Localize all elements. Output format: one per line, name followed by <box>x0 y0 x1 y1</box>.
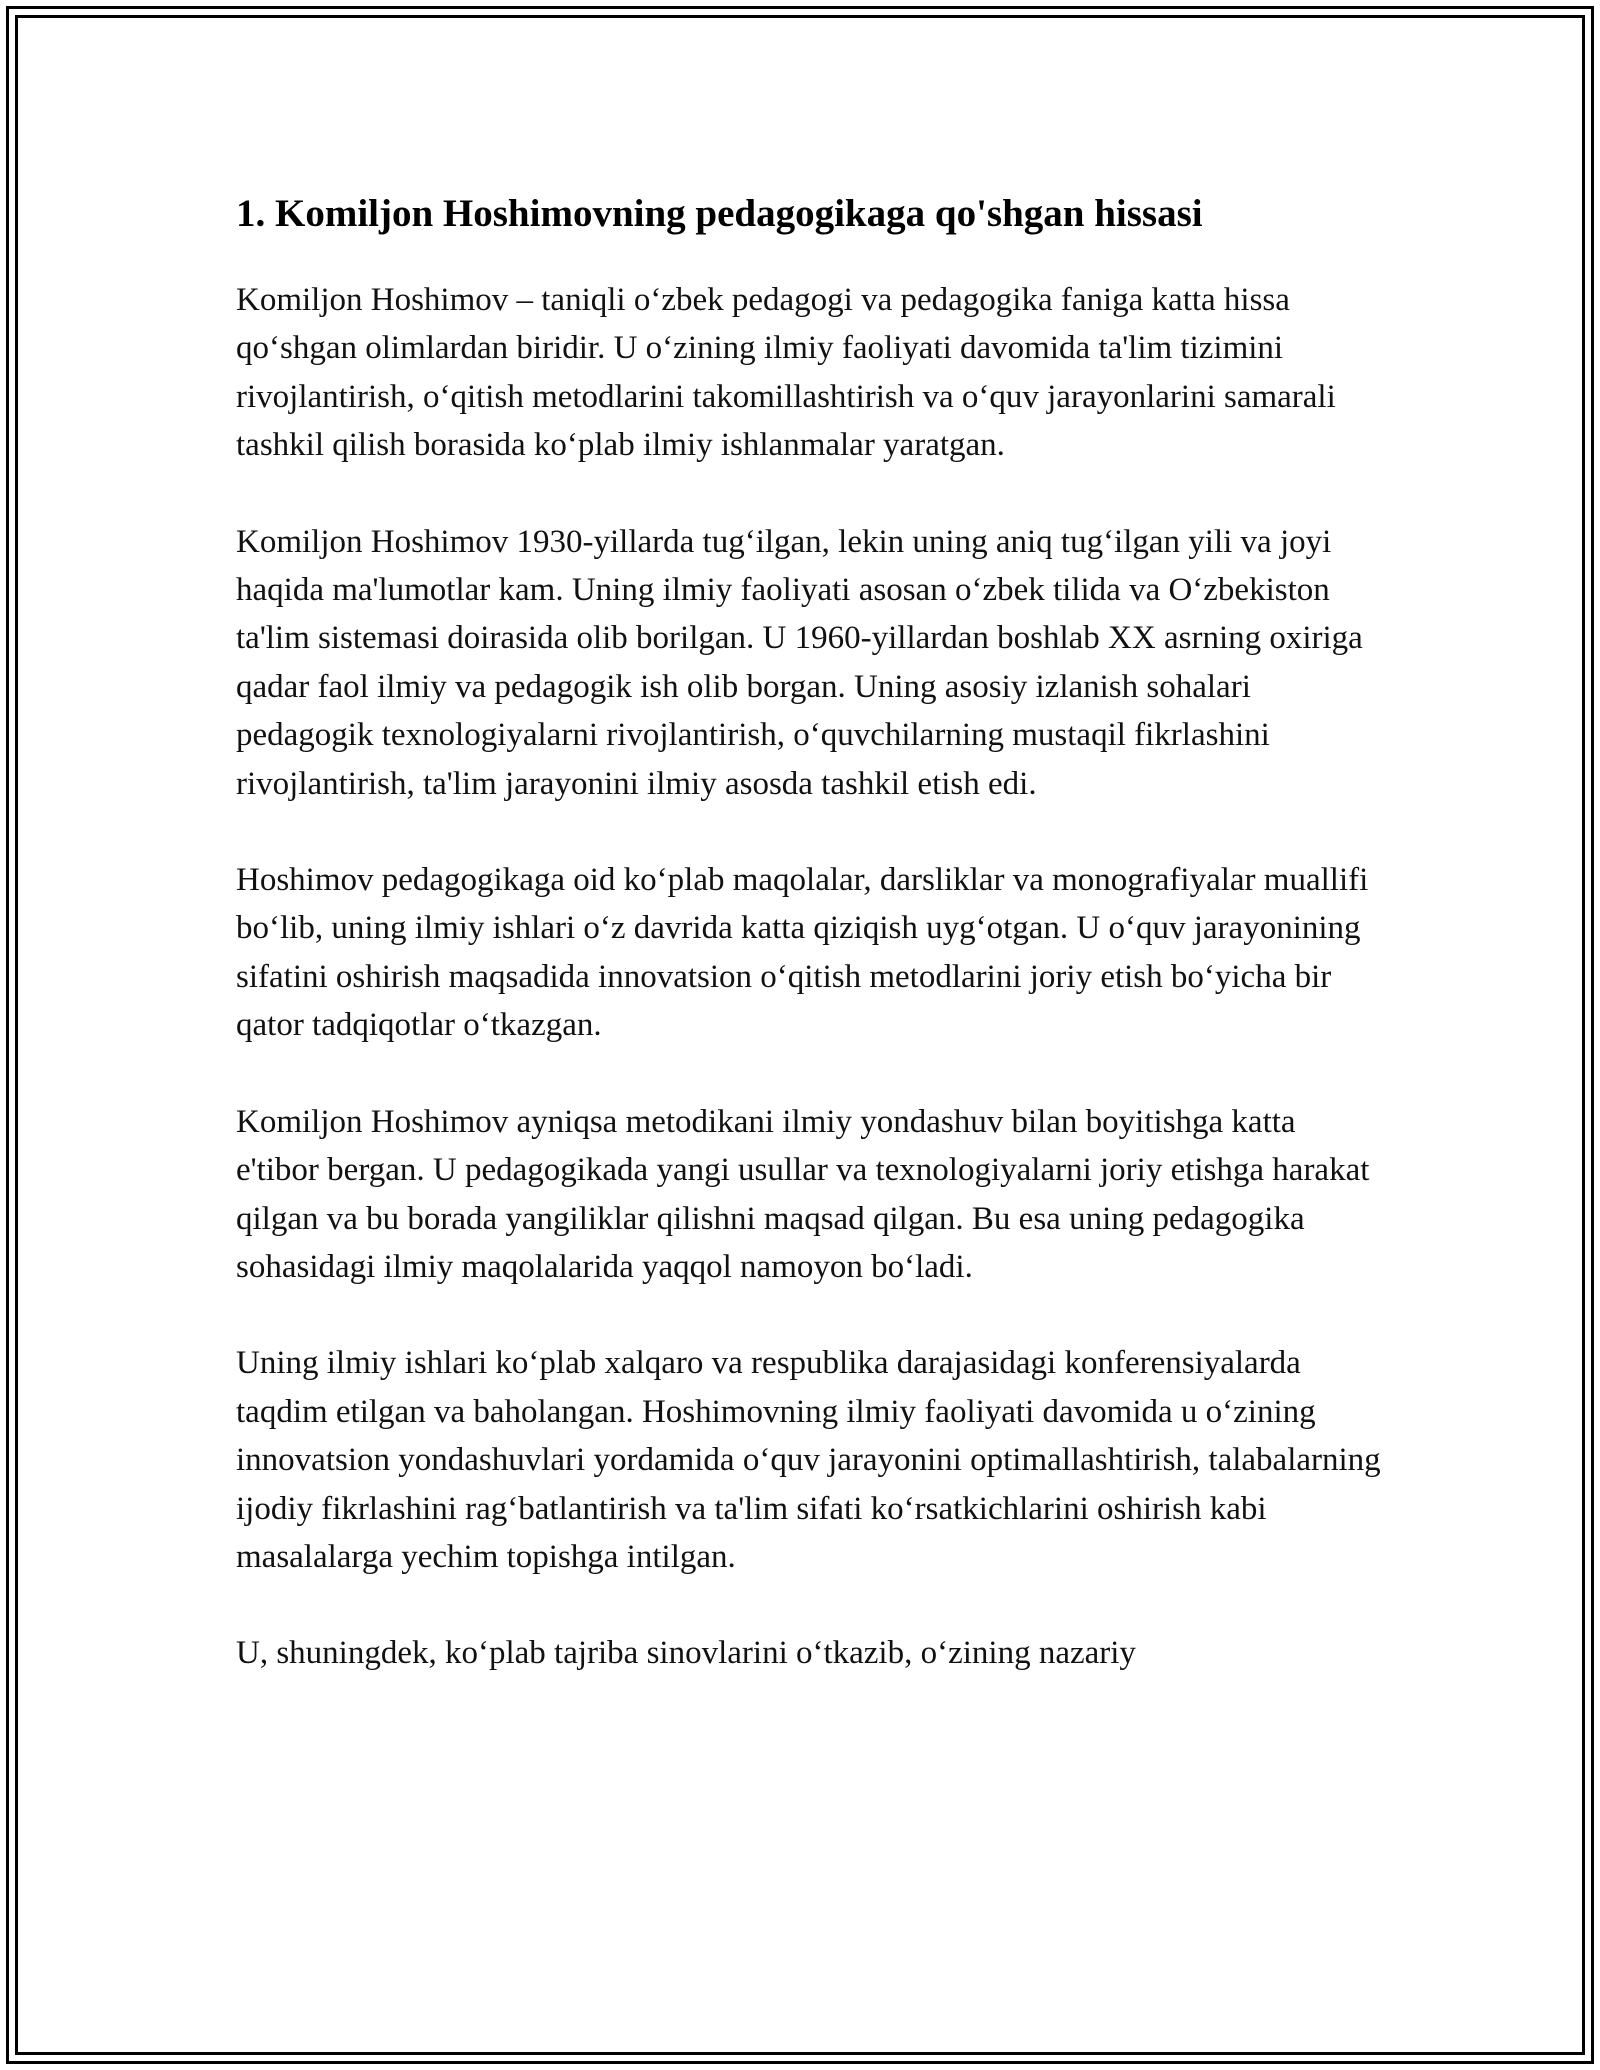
document-page <box>236 186 1386 1726</box>
paragraph-5: Uning ilmiy ishlari ko‘plab xalqaro va respublika darajasidagi konferensiyalarda taqdim etilgan va baholangan. Hoshimovning ilmiy faoliyati davomida u o‘zining innovatsion yondashuvlari yordamida o‘quv jarayonini optimallashtirish, talabalarning ijodiy fikrlashini rag‘batlantirish va ta'lim sifati ko‘rsatkichlarini oshirish kabi masalalarga yechim topishga intilgan. <box>236 1345 1381 1575</box>
paragraph-2: Komiljon Hoshimov 1930-yillarda tug‘ilgan, lekin uning aniq tug‘ilgan yili va joyi haqida ma'lumotlar kam. Uning ilmiy faoliyati asosan o‘zbek tilida va O‘zbekiston ta'lim sistemasi doirasida olib borilgan. U 1960-yillardan boshlab XX asrning oxiriga qadar faol ilmiy va pedagogik ish olib borgan. Uning asosiy izlanish sohalari pedagogik texnologiyalarni rivojlantirish, o‘quvchilarning mustaqil fikrlashini rivojlantirish, ta'lim jarayonini ilmiy asosda tashkil etish edi. <box>236 523 1363 802</box>
paragraph-1: Komiljon Hoshimov – taniqli o‘zbek pedagogi va pedagogika faniga katta hissa qo‘shgan olimlardan biridir. U o‘zining ilmiy faoliyati davomida ta'lim tizimini rivojlantirish, o‘qitish metodlarini takomillashtirish va o‘quv jarayonlarini samarali tashkil qilish borasida ko‘plab ilmiy ishlanmalar yaratgan. <box>236 282 1336 464</box>
paragraph-6: U, shuningdek, ko‘plab tajriba sinovlarini o‘tkazib, o‘zining nazariy <box>236 1635 1136 1672</box>
document-heading: 1. Komiljon Hoshimovning pedagogikaga qo'shgan hissasi <box>236 192 1203 235</box>
paragraph-4: Komiljon Hoshimov ayniqsa metodikani ilmiy yondashuv bilan boyitishga katta e'tibor bergan. U pedagogikada yangi usullar va texnologiyalarni joriy etishga harakat qilgan va bu borada yangiliklar qilishni maqsad qilgan. Bu esa uning pedagogika sohasidagi ilmiy maqolalarida yaqqol namoyon bo‘ladi. <box>236 1103 1370 1285</box>
paragraph-3: Hoshimov pedagogikaga oid ko‘plab maqolalar, darsliklar va monografiyalar muallifi bo‘lib, uning ilmiy ishlari o‘z davrida katta qiziqish uyg‘otgan. U o‘quv jarayonining sifatini oshirish maqsadida innovatsion o‘qitish metodlarini joriy etish bo‘yicha bir qator tadqiqotlar o‘tkazgan. <box>236 862 1369 1044</box>
